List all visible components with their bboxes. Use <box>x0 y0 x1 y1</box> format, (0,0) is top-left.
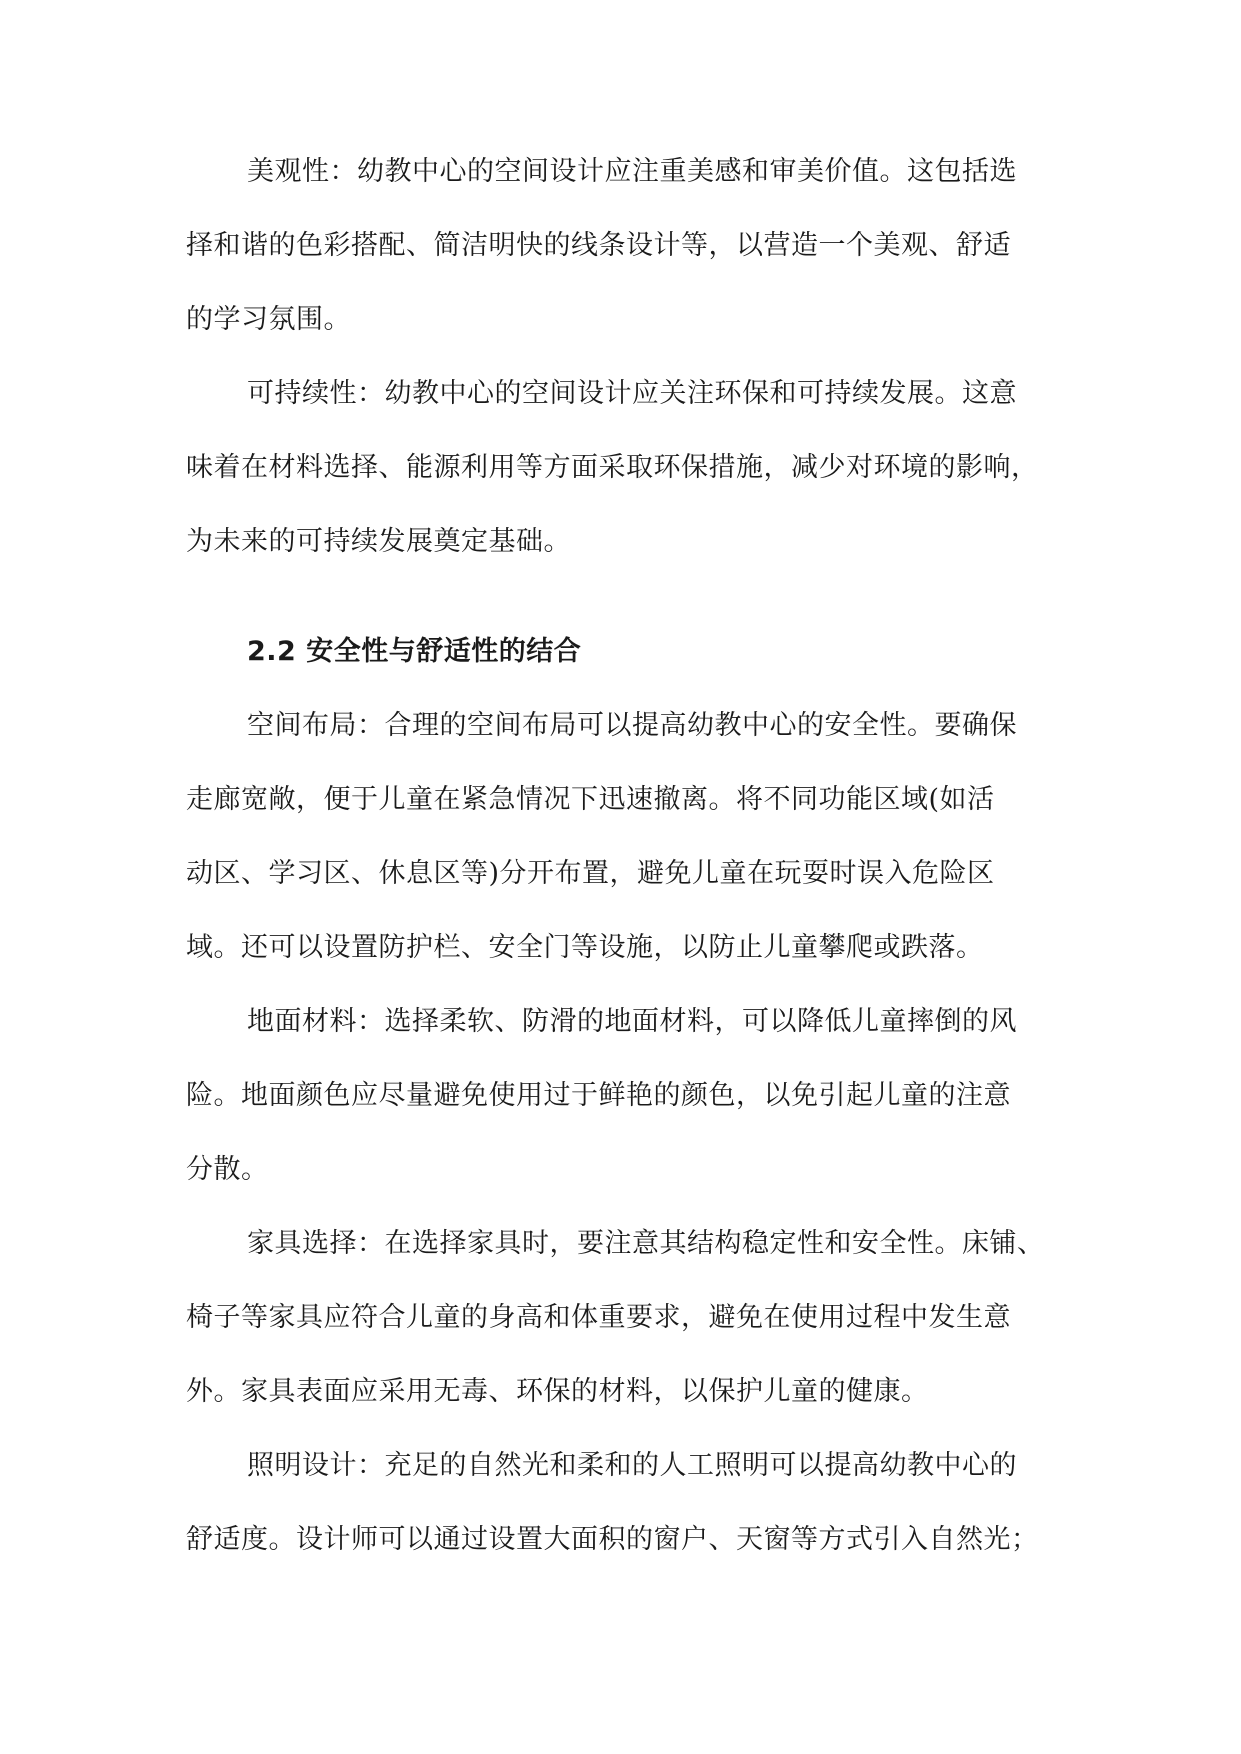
para-lighting-line-2: 舒适度。设计师可以通过设置大面积的窗户、天窗等方式引入自然光； <box>186 1524 1039 1555</box>
para-aesthetics-line-1: 美观性：幼教中心的空间设计应注重美感和审美价值。这包括选 <box>247 156 1017 187</box>
para-layout-line-3: 动区、学习区、休息区等)分开布置，避免儿童在玩耍时误入危险区 <box>186 858 995 889</box>
para-floor-line-2: 险。地面颜色应尽量避免使用过于鲜艳的颜色，以免引起儿童的注意 <box>186 1080 1011 1111</box>
para-layout-line-4: 域。还可以设置防护栏、安全门等设施，以防止儿童攀爬或跌落。 <box>186 932 984 963</box>
para-furniture-line-1: 家具选择：在选择家具时，要注意其结构稳定性和安全性。床铺、 <box>247 1228 1045 1259</box>
para-sustainability-line-1: 可持续性：幼教中心的空间设计应关注环保和可持续发展。这意 <box>247 378 1017 409</box>
para-aesthetics-line-3: 的学习氛围。 <box>186 304 351 335</box>
section-heading: 2.2 安全性与舒适性的结合 <box>247 636 582 667</box>
para-furniture-line-2: 椅子等家具应符合儿童的身高和体重要求，避免在使用过程中发生意 <box>186 1302 1011 1333</box>
para-layout-line-1: 空间布局：合理的空间布局可以提高幼教中心的安全性。要确保 <box>247 710 1017 741</box>
para-floor-line-3: 分散。 <box>186 1154 269 1185</box>
para-sustainability-line-3: 为未来的可持续发展奠定基础。 <box>186 526 571 557</box>
para-lighting-line-1: 照明设计：充足的自然光和柔和的人工照明可以提高幼教中心的 <box>247 1450 1017 1481</box>
para-floor-line-1: 地面材料：选择柔软、防滑的地面材料，可以降低儿童摔倒的风 <box>247 1006 1017 1037</box>
para-furniture-line-3: 外。家具表面应采用无毒、环保的材料，以保护儿童的健康。 <box>186 1376 929 1407</box>
para-aesthetics-line-2: 择和谐的色彩搭配、简洁明快的线条设计等，以营造一个美观、舒适 <box>186 230 1011 261</box>
para-layout-line-2: 走廊宽敞，便于儿童在紧急情况下迅速撤离。将不同功能区域(如活 <box>186 784 995 815</box>
para-sustainability-line-2: 味着在材料选择、能源利用等方面采取环保措施，减少对环境的影响， <box>186 452 1039 483</box>
